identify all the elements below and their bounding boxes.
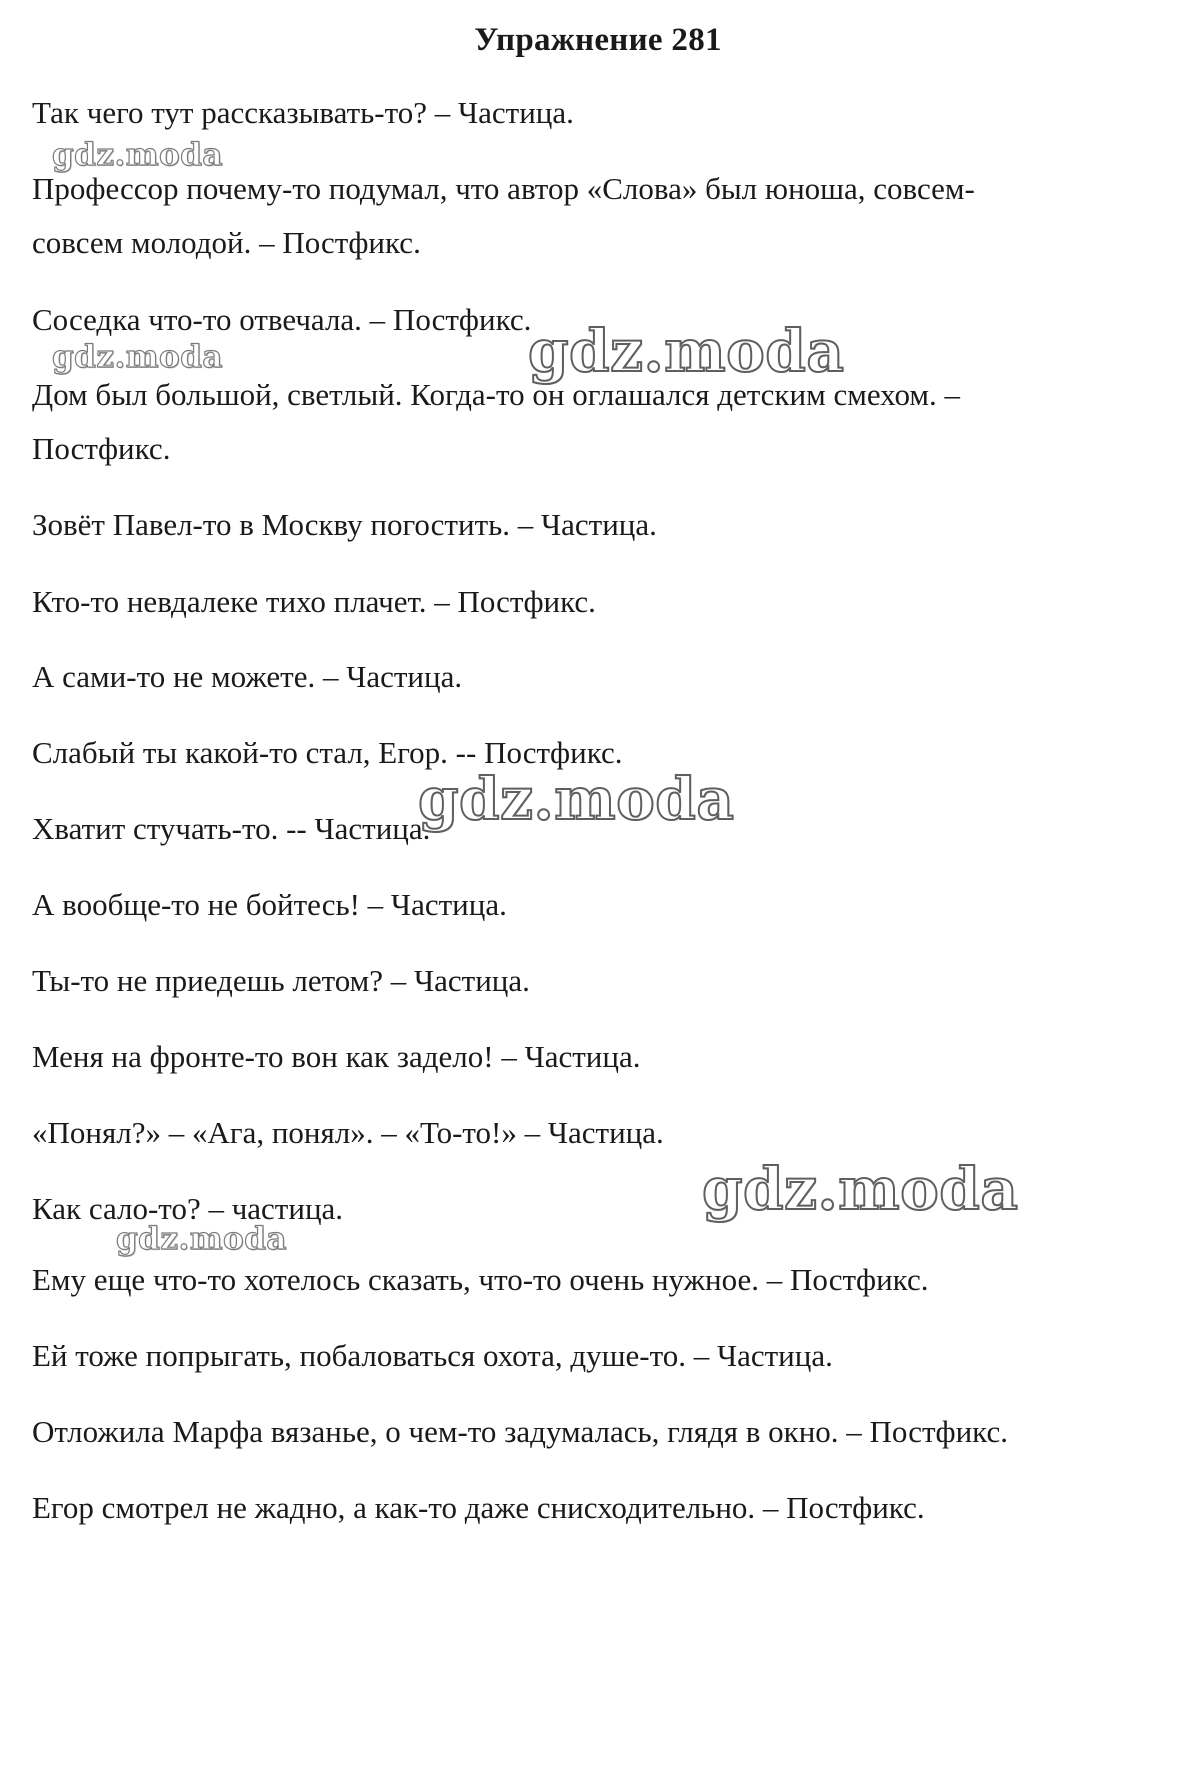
answer-line: Так чего тут рассказывать-то? – Частица. [32,95,574,130]
answer-line: Егор смотрел не жадно, а как-то даже снисходительно. – Постфикс. [32,1490,925,1525]
watermark-logo: gdz.moda [418,765,735,833]
answer-line: Ты-то не приедешь летом? – Частица. [32,963,530,998]
answer-line: Ей тоже попрыгать, побаловаться охота, душе-то. – Частица. [32,1338,833,1373]
answer-line: Слабый ты какой-то стал, Егор. -- Постфикс. [32,735,623,770]
answer-line: Ему еще что-то хотелось сказать, что-то очень нужное. – Постфикс. [32,1262,929,1297]
answer-line: А сами-то не можете. – Частица. [32,659,463,694]
answer-line: Зовёт Павел-то в Москву погостить. – Частица. [32,507,657,542]
watermark-logo: gdz.moda [528,317,845,385]
watermark-logo: gdz.moda [52,339,223,375]
watermark-logo: gdz.moda [702,1155,1019,1223]
answer-line: Кто-то невдалеке тихо плачет. – Постфикс. [32,584,596,619]
answer-line: Как сало-то? – частица. [32,1191,344,1226]
watermark-logo: gdz.moda [116,1221,287,1257]
answer-line: Хватит стучать-то. -- Частица. [32,811,431,846]
answer-line: Дом был большой, светлый. Когда-то он оглашался детским смехом. – [32,377,961,412]
answer-line: совсем молодой. – Постфикс. [32,225,421,260]
answer-line: Профессор почему-то подумал, что автор «Слова» был юноша, совсем- [32,171,975,206]
answer-line: А вообще-то не бойтесь! – Частица. [32,887,507,922]
answer-line: «Понял?» – «Ага, понял». – «То-то!» – Частица. [32,1115,664,1150]
answer-line: Меня на фронте-то вон как задело! – Частица. [32,1039,641,1074]
page-title: Упражнение 281 [474,22,722,58]
answer-line: Соседка что-то отвечала. – Постфикс. [32,302,532,337]
watermark-logo: gdz.moda [52,137,223,173]
answer-line: Отложила Марфа вязанье, о чем-то задумалась, глядя в окно. – Постфикс. [32,1414,1008,1449]
answer-line: Постфикс. [32,431,171,466]
